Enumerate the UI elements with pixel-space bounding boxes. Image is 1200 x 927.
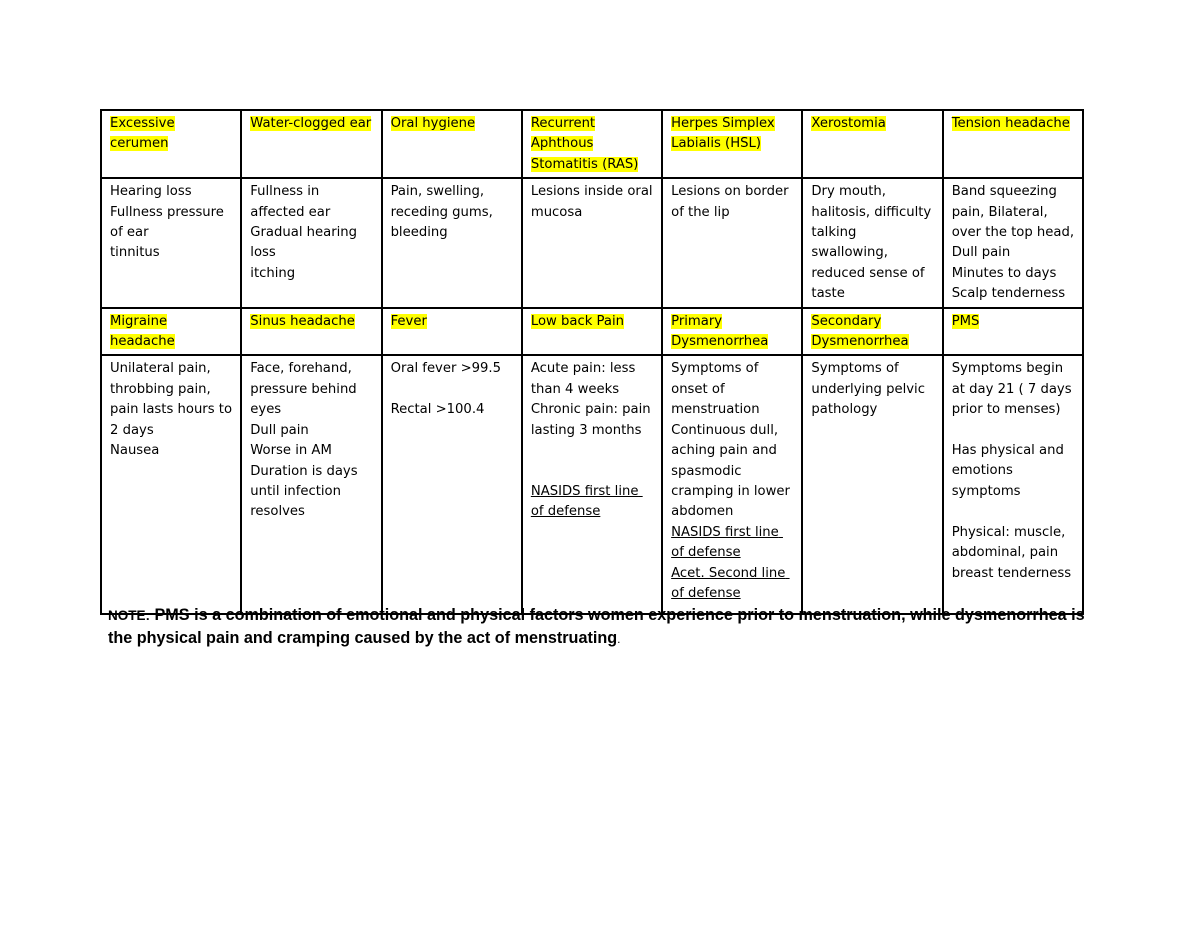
treatment-line: NASIDS first line of defense: [671, 524, 783, 561]
header-cell: [522, 308, 662, 356]
header-cell: [382, 308, 522, 356]
header-cell: [382, 110, 522, 178]
symptom-line: Has physical and emotions symptoms: [951, 443, 1069, 499]
condition-title: Secondary Dysmenorrhea: [811, 313, 909, 350]
symptom-line: [531, 441, 655, 461]
symptoms-cell: [382, 178, 522, 307]
symptoms-cell: [662, 355, 802, 614]
symptom-line: itching: [250, 265, 296, 281]
symptom-line: Dull pain: [250, 422, 309, 438]
symptom-line: Symptoms of onset of menstruation: [671, 361, 763, 418]
symptoms-cell: [382, 355, 522, 614]
note-label: NOTE:: [108, 608, 150, 623]
symptom-line: Fullness in affected ear: [250, 184, 331, 220]
symptom-line: [531, 461, 655, 481]
symptoms-cell: [101, 355, 241, 614]
symptom-line: [952, 502, 1076, 522]
note-end: .: [617, 632, 621, 646]
symptom-line: Lesions on border of the lip: [671, 184, 793, 220]
header-row-2: [101, 308, 1083, 356]
symptoms-cell: [522, 355, 662, 614]
condition-title: Migraine headache: [110, 313, 175, 350]
condition-title: Primary Dysmenorrhea: [671, 313, 769, 350]
header-cell: [662, 110, 802, 178]
symptom-line: Fullness pressure of ear: [110, 204, 229, 241]
symptom-row-1: [101, 178, 1083, 307]
symptom-line: [952, 421, 1076, 441]
symptoms-cell: [802, 355, 942, 614]
footnote: [108, 604, 1098, 651]
condition-title: Herpes Simplex Labialis (HSL): [671, 116, 775, 152]
header-cell: [522, 110, 662, 178]
condition-title: Low back Pain: [530, 313, 624, 329]
symptom-line: Nausea: [110, 443, 160, 459]
symptom-line: Gradual hearing loss: [250, 225, 362, 261]
symptom-row-2: [101, 355, 1083, 614]
condition-title: Sinus headache: [250, 313, 355, 329]
symptoms-cell: [943, 178, 1083, 307]
header-cell: [101, 308, 241, 356]
treatment-line: Acet. Second line of defense: [671, 565, 790, 601]
symptoms-cell: [662, 178, 802, 307]
symptom-line: tinnitus: [110, 245, 160, 261]
symptoms-cell: [802, 178, 942, 307]
symptom-line: Lesions inside oral mucosa: [530, 184, 657, 220]
symptom-line: Worse in AM: [250, 443, 332, 459]
symptom-line: Acute pain: less than 4 weeks: [530, 361, 640, 397]
symptom-line: Pain, swelling, receding gums, bleeding: [390, 184, 497, 241]
note-text: PMS is a combination of emotional and physical factors women experience prior to menstruation, while dysmenorrhea is the physical pain and cramping caused by the act of menstruating: [108, 606, 1085, 647]
header-cell: [943, 110, 1083, 178]
symptoms-cell: [241, 178, 381, 307]
symptom-line: Duration is days until infection resolves: [250, 463, 362, 520]
condition-title: Oral hygiene: [390, 116, 476, 131]
symptom-line: Physical: muscle, abdominal, pain breast tenderness: [951, 524, 1072, 581]
symptoms-cell: [522, 178, 662, 307]
condition-title: Excessive cerumen: [110, 116, 175, 152]
symptom-line: Scalp tenderness: [951, 286, 1066, 302]
header-cell: [662, 308, 802, 356]
header-row-1: [101, 110, 1083, 178]
symptom-line: Symptoms begin at day 21 ( 7 days prior to menses): [951, 361, 1076, 418]
symptom-line: Hearing loss: [110, 184, 192, 200]
symptom-line: Chronic pain: pain lasting 3 months: [530, 402, 655, 438]
header-cell: [802, 308, 942, 356]
symptom-line: [391, 380, 515, 400]
symptom-line: Band squeezing pain, Bilateral, over the top head, Dull pain: [951, 184, 1079, 261]
condition-title: Recurrent Aphthous Stomatitis (RAS): [530, 116, 639, 172]
symptom-line: Continuous dull, aching pain and spasmodic cramping in lower abdomen: [671, 422, 795, 520]
symptom-line: Face, forehand, pressure behind eyes: [250, 361, 361, 418]
symptom-line: Dry mouth, halitosis, difficulty talking swallowing, reduced sense of taste: [811, 184, 936, 302]
symptom-line: Minutes to days: [951, 265, 1057, 281]
symptom-line: Oral fever >99.5: [390, 361, 502, 377]
header-cell: [241, 110, 381, 178]
symptoms-cell: [101, 178, 241, 307]
header-cell: [241, 308, 381, 356]
symptom-line: Rectal >100.4: [390, 402, 485, 418]
condition-title: Tension headache: [951, 116, 1070, 131]
header-cell: [802, 110, 942, 178]
symptoms-table: [100, 109, 1084, 615]
symptoms-cell: [241, 355, 381, 614]
header-cell: [943, 308, 1083, 356]
header-cell: [101, 110, 241, 178]
condition-title: Fever: [390, 313, 427, 329]
condition-title: Xerostomia: [811, 116, 886, 131]
symptoms-cell: [943, 355, 1083, 614]
condition-title: PMS: [951, 313, 980, 329]
symptom-line: Unilateral pain, throbbing pain, pain lasts hours to 2 days: [110, 361, 237, 438]
treatment-line: NASIDS first line of defense: [530, 483, 643, 520]
symptom-line: Symptoms of underlying pelvic pathology: [811, 361, 930, 418]
condition-title: Water-clogged ear: [250, 116, 372, 131]
